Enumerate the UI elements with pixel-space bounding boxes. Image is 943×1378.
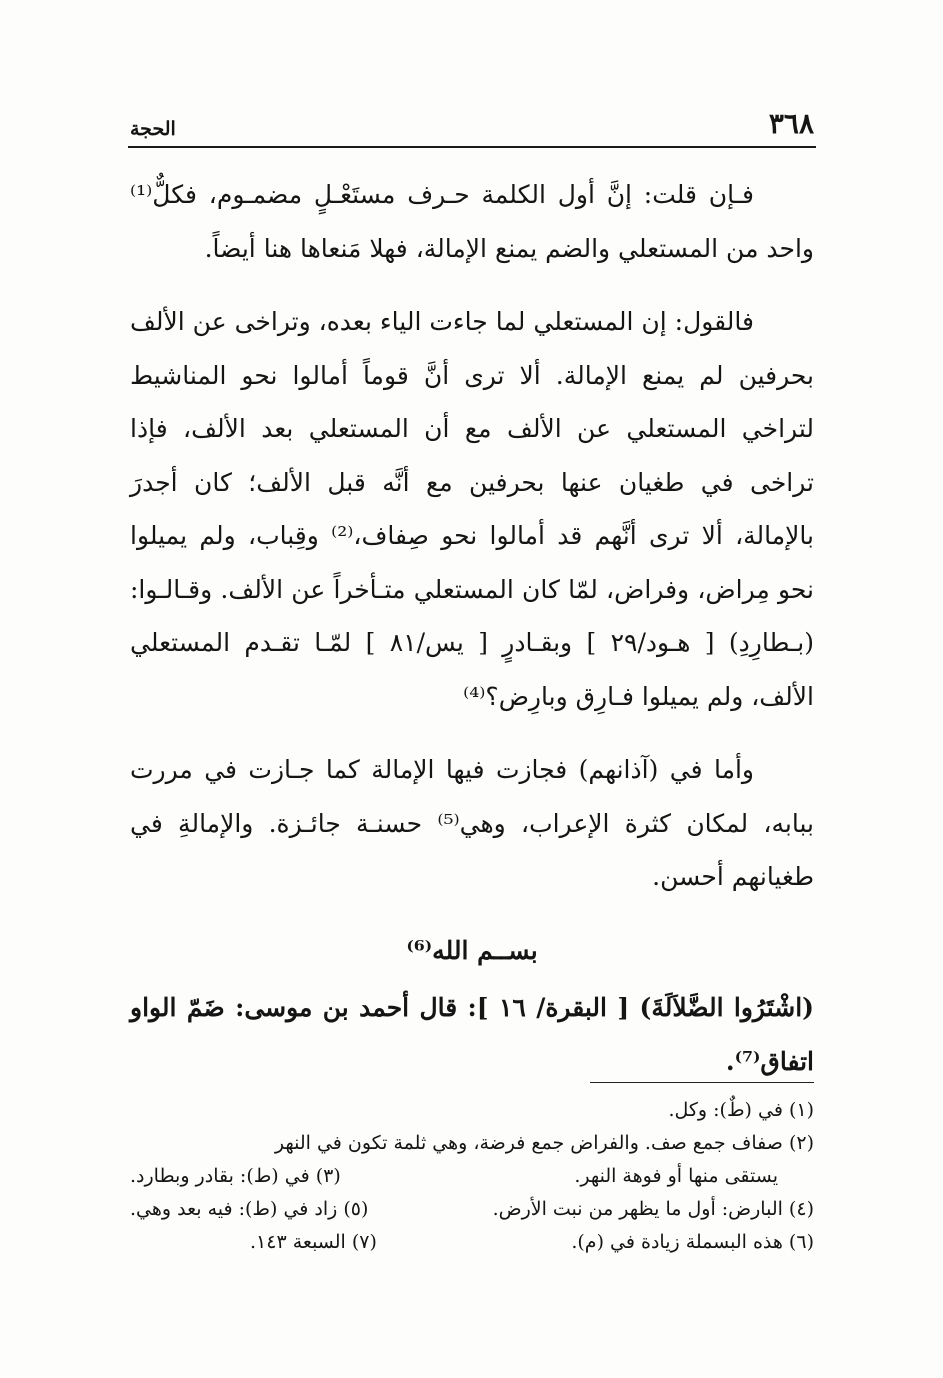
footnote-5: (٥) زاد في (ط): فيه بعد وهي. (130, 1198, 369, 1220)
paragraph-1: فـإن قلت: إنَّ أول الكلمة حـرف مستَعْـلٍ مضمـوم، فكلٌّ⁽¹⁾ واحد من المستعلي والضم يمنع الإمالة، فهلا مَنعاها هنا أيضاً. (130, 180, 814, 263)
footnote-2: (٢) صفاف جمع صف. والفراض جمع فرضة، وهي ثلمة تكون في النهر (274, 1132, 814, 1154)
footnotes (130, 1094, 814, 1259)
footnote-row-4-5 (130, 1193, 814, 1226)
basmala-heading: بســم الله⁽⁶⁾ (406, 935, 538, 965)
verse-text: (اشْتَرُوا الضَّلاَلَةَ) [ البقرة/ ١٦ ]: قال أحمد بن موسى: ضَمّ الواو اتفاق⁽⁷⁾. (130, 993, 814, 1076)
footnote-row-6-7 (130, 1226, 814, 1259)
footnote-row-2-3 (130, 1160, 814, 1193)
footnote-4: (٤) البارض: أول ما يظهر من نبت الأرض. (492, 1198, 814, 1220)
footnote-2-continued: يستقى منها أو فوهة النهر. (574, 1165, 778, 1187)
footnote-1: (١) في (طٌ): وكل. (668, 1099, 814, 1121)
paragraph-2: فالقول: إن المستعلي لما جاءت الياء بعده، وتراخى عن الألف بحرفين لم يمنع الإمالة. ألا ترى أنَّ قوماً أمالوا نحو المناشيط لتراخي المستعلي عن الألف مع أن المستعلي بعد الألف، فإذا تراخى في طغيان عنها بحرفين مع أنَّه قبل الألف؛ كان أجدرَ بالإمالة، ألا ترى أنَّهم قد أمالوا نحو صِفاف،⁽²⁾ وقِباب، ولم يميلوا نحو مِراض، وفراض، لمّا كان المستعلي متـأخراً عن الألف. وقـالـوا: (بـطارِدِ) [ هـود/٢٩ ] وبقـادرٍ [ يس/٨١ ] لمّـا تقـدم المستعلي الألف، ولم يميلوا فـارِق وبارِض؟⁽⁴⁾ (130, 307, 814, 711)
main-text (130, 168, 814, 1088)
page-header (130, 100, 814, 140)
footnote-6: (٦) هذه البسملة زيادة في (م). (571, 1231, 814, 1253)
verse-paragraph (130, 981, 814, 1088)
footnote-rule (590, 1082, 814, 1083)
footnote-7: (٧) السبعة ١٤٣. (250, 1231, 377, 1253)
footnote-3: (٣) في (ط): بقادر وبطارد. (130, 1165, 341, 1187)
running-title: الحجة (130, 118, 176, 140)
paragraph-3: وأما في (آذانهم) فجازت فيها الإمالة كما جـازت في مررت ببابه، لمكان كثرة الإعراب، وهي⁽⁵⁾ حسنـة جائـزة. والإمالةِ في طغيانهم أحسن. (130, 755, 814, 891)
page-number: ٣٦٨ (768, 107, 814, 140)
header-rule (128, 146, 816, 148)
